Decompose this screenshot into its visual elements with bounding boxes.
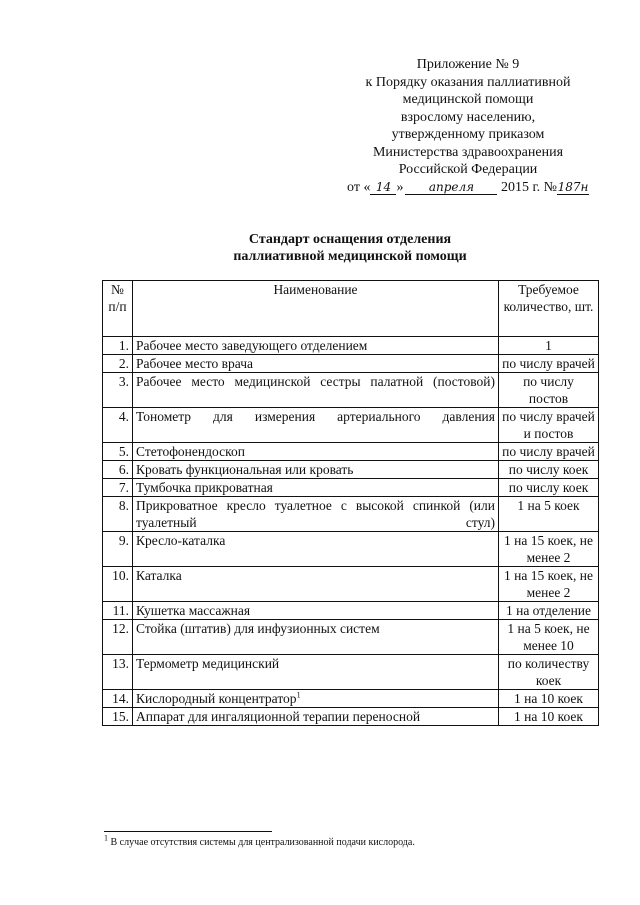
table-row: [103, 355, 599, 373]
document-title: [100, 231, 600, 265]
header-line: Приложение № 9: [416, 57, 520, 72]
row-name: Кушетка массажная: [133, 602, 499, 620]
table-row: [103, 408, 599, 443]
row-quantity: по числу врачей: [499, 443, 599, 461]
row-quantity: по числу коек: [499, 479, 599, 497]
footnote: [104, 833, 600, 849]
row-quantity: 1: [499, 337, 599, 355]
row-name: [133, 690, 499, 708]
table-row: [103, 708, 599, 726]
row-number: 8.: [103, 497, 133, 532]
table-row: [103, 532, 599, 567]
header-quantity: Требуемое количество, шт.: [499, 281, 599, 337]
footnote-divider: [104, 831, 272, 832]
header-number: № п/п: [103, 281, 133, 337]
header-line: взрослому населению,: [400, 109, 536, 125]
row-quantity: 1 на 10 коек: [499, 708, 599, 726]
row-number: 6.: [103, 461, 133, 479]
table-row: [103, 497, 599, 532]
footnote-text: В случае отсутствия системы для централизованной подачи кислорода.: [108, 837, 415, 848]
row-name: Термометр медицинский: [133, 655, 499, 690]
row-number: 15.: [103, 708, 133, 726]
row-quantity: 1 на 15 коек, не менее 2: [499, 567, 599, 602]
row-quantity: 1 на 15 коек, не менее 2: [499, 532, 599, 567]
row-number: 1.: [103, 337, 133, 355]
row-number: 12.: [103, 620, 133, 655]
row-quantity: 1 на 5 коек: [499, 497, 599, 532]
table-row: [103, 461, 599, 479]
row-number: 10.: [103, 567, 133, 602]
header-line: Российской Федерации: [398, 162, 538, 177]
row-quantity: 1 на отделение: [499, 602, 599, 620]
table-row: [103, 620, 599, 655]
row-name: Тумбочка прикроватная: [133, 479, 499, 497]
row-quantity: 1 на 10 коек: [499, 690, 599, 708]
row-quantity: по числу коек: [499, 461, 599, 479]
row-number: 4.: [103, 408, 133, 443]
document-header: [320, 56, 616, 196]
row-name: Рабочее место медицинской сестры палатной (постовой): [133, 373, 499, 408]
row-number: 11.: [103, 602, 133, 620]
date-close: »: [396, 179, 404, 195]
row-quantity: по числу врачей и постов: [499, 408, 599, 443]
row-name: Кровать функциональная или кровать: [133, 461, 499, 479]
row-name: Кресло-каталка: [133, 532, 499, 567]
table-row: [103, 567, 599, 602]
row-number: 9.: [103, 532, 133, 567]
header-line: к Порядку оказания паллиативной: [365, 74, 571, 90]
row-name: Аппарат для ингаляционной терапии переносной: [133, 708, 499, 726]
date-month: апреля: [405, 180, 497, 195]
title-line-2: паллиативной медицинской помощи: [233, 249, 467, 264]
row-number: 2.: [103, 355, 133, 373]
row-number: 3.: [103, 373, 133, 408]
row-number: 5.: [103, 443, 133, 461]
row-quantity: по числу врачей: [499, 355, 599, 373]
date-prefix: от «: [347, 179, 371, 195]
row-name: Стетофонендоскоп: [133, 443, 499, 461]
date-year: 2015 г. №: [500, 179, 557, 195]
order-number: 187н: [557, 179, 589, 194]
row-name-text: Кислородный концентратор: [136, 691, 297, 706]
row-number: 14.: [103, 690, 133, 708]
title-line-1: Стандарт оснащения отделения: [248, 232, 452, 247]
row-number: 13.: [103, 655, 133, 690]
table-row: [103, 373, 599, 408]
row-number: 7.: [103, 479, 133, 497]
row-name: Стойка (штатив) для инфузионных систем: [133, 620, 499, 655]
header-line: медицинской помощи: [402, 92, 534, 107]
row-quantity: 1 на 5 коек, не менее 10: [499, 620, 599, 655]
equipment-table: [102, 280, 599, 726]
row-name: Каталка: [133, 567, 499, 602]
footnote-mark: 1: [104, 833, 108, 843]
row-name: Рабочее место заведующего отделением: [133, 337, 499, 355]
row-name: Рабочее место врача: [133, 355, 499, 373]
header-name: Наименование: [133, 281, 499, 337]
header-line: утвержденному приказом: [391, 127, 545, 142]
table-row: [103, 655, 599, 690]
table-header-row: [103, 281, 599, 337]
footnote-ref: 1: [296, 690, 301, 700]
row-name: Тонометр для измерения артериального давления: [133, 408, 499, 443]
table-row: [103, 337, 599, 355]
header-line: Министерства здравоохранения: [372, 144, 564, 160]
row-quantity: по количеству коек: [499, 655, 599, 690]
order-date-line: [320, 179, 616, 197]
row-quantity: по числу постов: [499, 373, 599, 408]
row-name: Прикроватное кресло туалетное с высокой спинкой (или туалетный стул): [133, 497, 499, 532]
table-row: [103, 690, 599, 708]
table-row: [103, 602, 599, 620]
table-row: [103, 479, 599, 497]
table-row: [103, 443, 599, 461]
date-day: 14: [370, 180, 396, 195]
